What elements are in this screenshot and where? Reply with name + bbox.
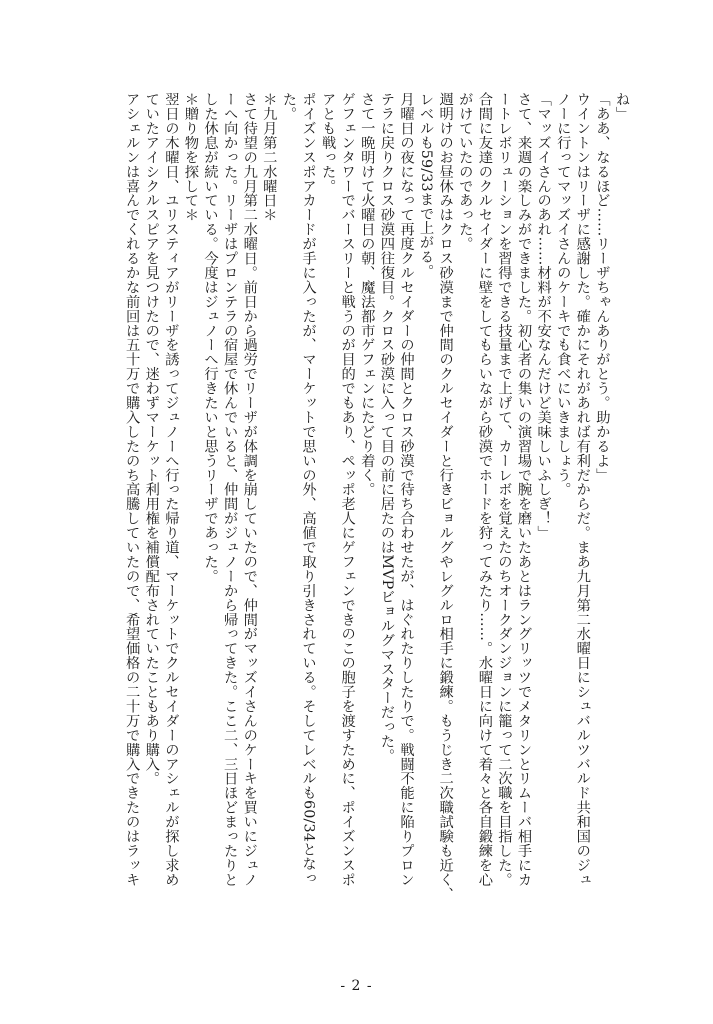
text-line: 月曜日の夜になって再度クルセイダーの仲間とクロス砂漠で待ち合わせたが、はぐれたりしたりで。戦闘不能に陥りプロン [398,92,415,887]
text-line: 合間に友達のクルセイダーに壁をしてもらいながら砂漠でホードを狩ってみたり……。水曜日に向けて着々と各自鍛練を心 [476,92,493,887]
text-line: ートレボリューションを習得できる技量まで上げて、カーレボを覚えたのちオークダンジョンに籠って二次職を目指した。 [496,92,513,887]
text-line: た。 [280,92,297,121]
text-line: ーへ向かった。リーザはプロンテラの宿屋で休んでいると、仲間がジュノーから帰ってきた。ここ二、三日ほどまったりと [222,92,239,887]
text-line: さて、来週の楽しみができました。初心者の集いの演習場で腕を磨いたあとはラングリッツでメタリンとリムーバ相手にカ [516,92,533,887]
body-text [71,92,631,942]
page-number: - 2 - [340,978,373,994]
section-heading: ＊贈り物を探して＊ [182,92,199,223]
text-line: ていたアイシクルスピアを見つけたので、迷わずマーケット利用権を補償配布されていたこともあり購入。 [143,92,160,786]
text-line: ゲフェンタワーでバースリーと戦うのが目的でもあり、ペッポ老人にゲフェンできのこの胞子を渡すために、ポイズンスポ [339,92,356,887]
text-line: 「マッズイさんのあれ……材料が不安なんだけど美味しいふしぎ！」 [535,92,552,540]
text-line: 週明けのお昼休みはクロス砂漠まで仲間のクルセイダーと行きビョルグやレグルロ相手に鍛練。もうじき二次職試験も近く、 [437,92,454,902]
text-line: ね」 [614,92,630,121]
text-line: ポイズンスポアカードが手に入ったが、マーケットで思いの外、高値で取り引きされている。そしてレベルも60/34となっ [300,92,317,886]
section-heading: ＊九月第二水曜日＊ [261,92,278,223]
text-line: さて待望の九月第二水曜日。前日から過労でリーザが体調を崩していたので、仲間がマッズイさんのケーキを買いにジュノ [241,92,258,887]
text-line: がけていたのであった。 [457,92,474,251]
text-line: さて一晩明けて火曜日の朝、魔法都市ゲフェンにたどり着く。 [359,92,376,497]
text-line: テラに戻りクロス砂漠四往復目。クロス砂漠に入って目の前に居たのはMVPビョルグマスターだった。 [378,92,395,763]
text-line: ノーに行ってマッズイさんのケーキでも食べにいきましょう。 [555,92,572,497]
text-line: 翌日の木曜日、ユリスティアがリーザを誘ってジュノーへ行った帰り道、マーケットでクルセイダーのアシェルが探し求め [163,92,180,887]
text-line: した休息が続いている。今度はジュノーへ行きたいと思うリーザであった。 [202,92,219,584]
text-line: ウイントンはリーザに感謝した。確かにそれがあれば有利だからだ。まあ九月第二水曜日にシュバルツバルド共和国のジュ [574,92,591,887]
text-line: レベルも59/33まで上がる。 [418,92,435,279]
text-line: アシェルンは喜んでくれるかな前回は五十万で購入したのち高騰していたので、希望価格の二十万で購入できたのはラッキ [124,92,141,887]
text-line: アとも戦った。 [320,92,337,194]
text-line: 「ああ、なるほど……リーザちゃんありがとう。助かるよ」 [594,92,611,483]
